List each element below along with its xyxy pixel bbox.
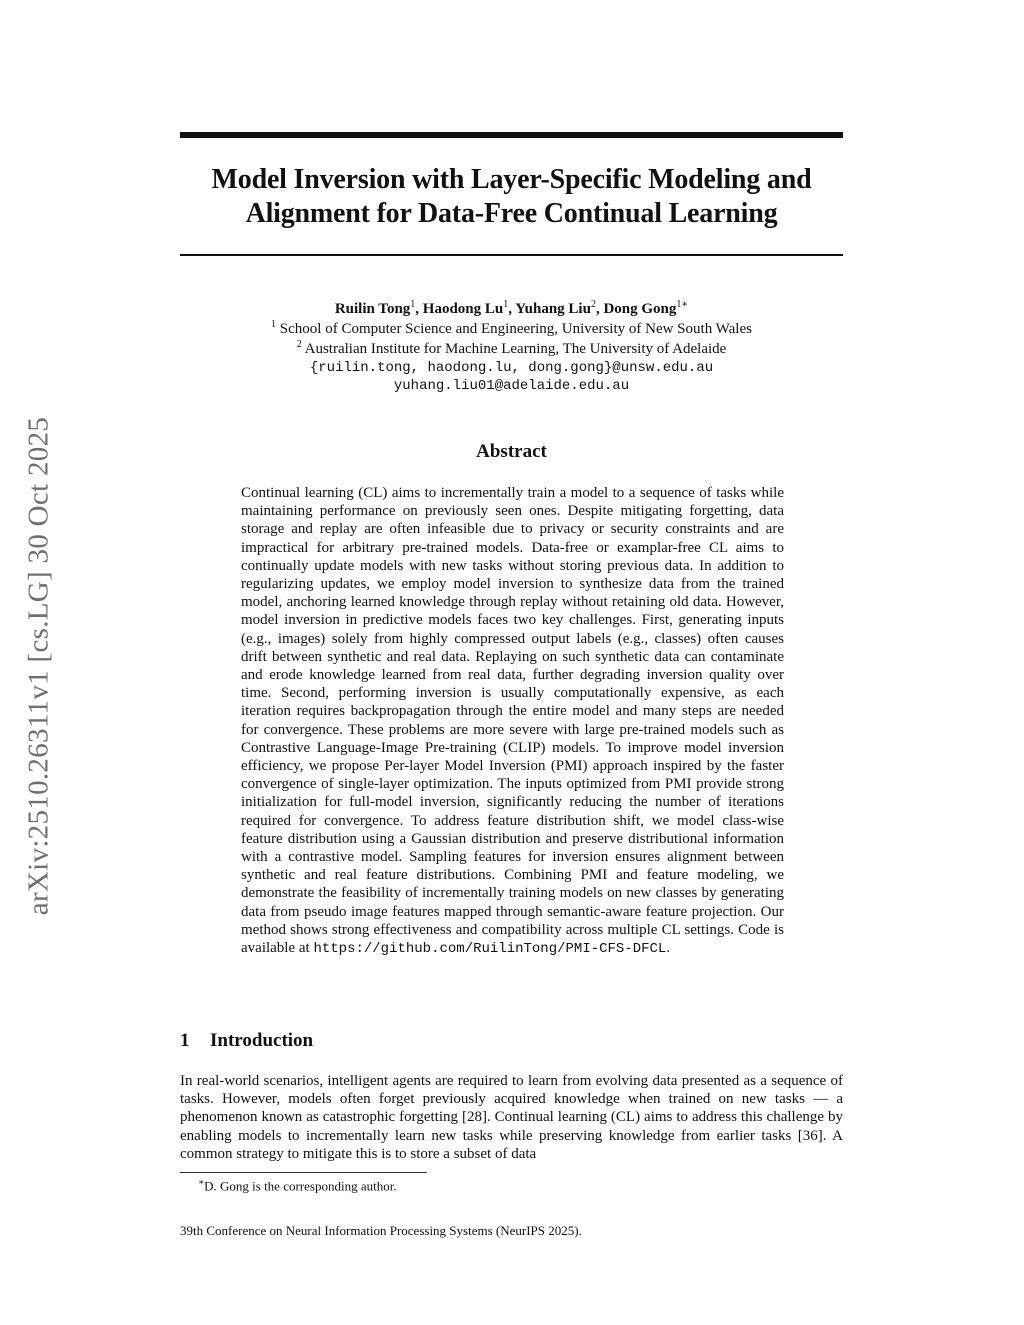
section-heading-introduction [180,1030,313,1052]
footnote-text: D. Gong is the corresponding author. [204,1178,397,1194]
author-name: Yuhang Liu [515,301,591,317]
author-name: Dong Gong [603,301,677,317]
author-affil-mark: 2 [590,299,596,310]
author-name: Haodong Lu [422,301,504,317]
arxiv-identifier: arXiv:2510.26311v1 [cs.LG] 30 Oct 2025 [22,416,55,916]
author-affil-mark: 1 [503,299,509,310]
section-title: Introduction [210,1030,314,1051]
affiliation-mark: 1 [271,319,277,330]
title-top-rule [180,132,843,138]
footnote [198,1177,397,1194]
affiliation [180,319,843,339]
abstract-end-punct: . [666,940,671,957]
paper-title [180,163,843,231]
footnote-mark: ∗ [198,1177,205,1187]
introduction-body: In real-world scenarios, intelligent agents are required to learn from evolving data presented as a sequence of tasks. However, models often forget previously acquired knowledge when trained on new tasks — a phenomenon known as catastrophic forgetting [28]. Continual learning (CL) aims to address this challenge by enabling models to incrementally learn new tasks while preserving knowledge from earlier tasks [36]. A common strategy to mitigate this is to store a subset of data [180,1073,843,1162]
author-affil-mark: 1 [410,299,416,310]
abstract-body [241,484,784,958]
section-number: 1 [180,1030,190,1051]
affiliation [180,339,843,359]
title-bottom-rule [180,254,843,256]
footnote-rule [180,1172,427,1173]
title-line: Alignment for Data-Free Continual Learning [245,198,778,229]
email-line: yuhang.liu01@adelaide.edu.au [393,378,630,394]
affiliation-mark: 2 [296,339,302,350]
author-block [180,299,843,395]
author-affil-mark: 1∗ [676,299,689,310]
abstract-heading: Abstract [476,441,547,462]
author-name: Ruilin Tong [334,301,411,317]
venue-note: 39th Conference on Neural Information Processing Systems (NeurIPS 2025). [180,1223,582,1238]
author-names: Ruilin Tong$^1$, Haodong Lu$^1$, Yuhang Liu$^2$, Dong Gong$^{1∗}$ [334,299,689,317]
email-line: {ruilin.tong, haodong.lu, dong.gong}@unsw.edu.au [309,360,714,376]
affiliation-text: Australian Institute for Machine Learning, The University of Adelaide [304,341,727,357]
title-line: Model Inversion with Layer-Specific Modeling and [211,164,812,195]
affiliation-text: School of Computer Science and Engineering, University of New South Wales [279,321,752,337]
abstract-text: Continual learning (CL) aims to incrementally train a model to a sequence of tasks while maintaining performance on previously seen ones. Despite mitigating forgetting, data storage and replay are often infeasible due to privacy or security constraints and are impractical for arbitrary pre-trained models. Data-free or examplar-free CL aims to continually update models with new tasks without storing previous data. In addition to regularizing updates, we employ model inversion to synthesize data from the trained model, anchoring learned knowledge through replay without retaining old data. However, model inversion in predictive models faces two key challenges. First, generating inputs (e.g., images) solely from highly compressed output labels (e.g., classes) often causes drift between synthetic and real data. Replaying on such synthetic data can contaminate and erode knowledge learned from real data, further degrading inversion quality over time. Second, performing inversion is usually computationally expensive, as each iteration requires backpropagation through the entire model and many steps are needed for convergence. These problems are more severe with large pre-trained models such as Contrastive Language-Image Pre-training (CLIP) models. To improve model inversion efficiency, we propose Per-layer Model Inversion (PMI) approach inspired by the faster convergence of single-layer optimization. The inputs optimized from PMI provide strong initialization for full-model inversion, significantly reducing the number of iterations required for convergence. To address feature distribution shift, we model class-wise feature distribution using a Gaussian distribution and preserve distributional information with a contrastive model. Sampling features for inversion ensures alignment between synthetic and real feature distributions. Combining PMI and feature modeling, we demonstrate the feasibility of incrementally training models on new classes by generating data from pseudo image features mapped through semantic-aware feature projection. Our method shows strong effectiveness and compatibility across multiple CL settings. Code is available at [241,485,784,957]
code-link[interactable]: https://github.com/RuilinTong/PMI-CFS-DFCL [313,941,667,958]
